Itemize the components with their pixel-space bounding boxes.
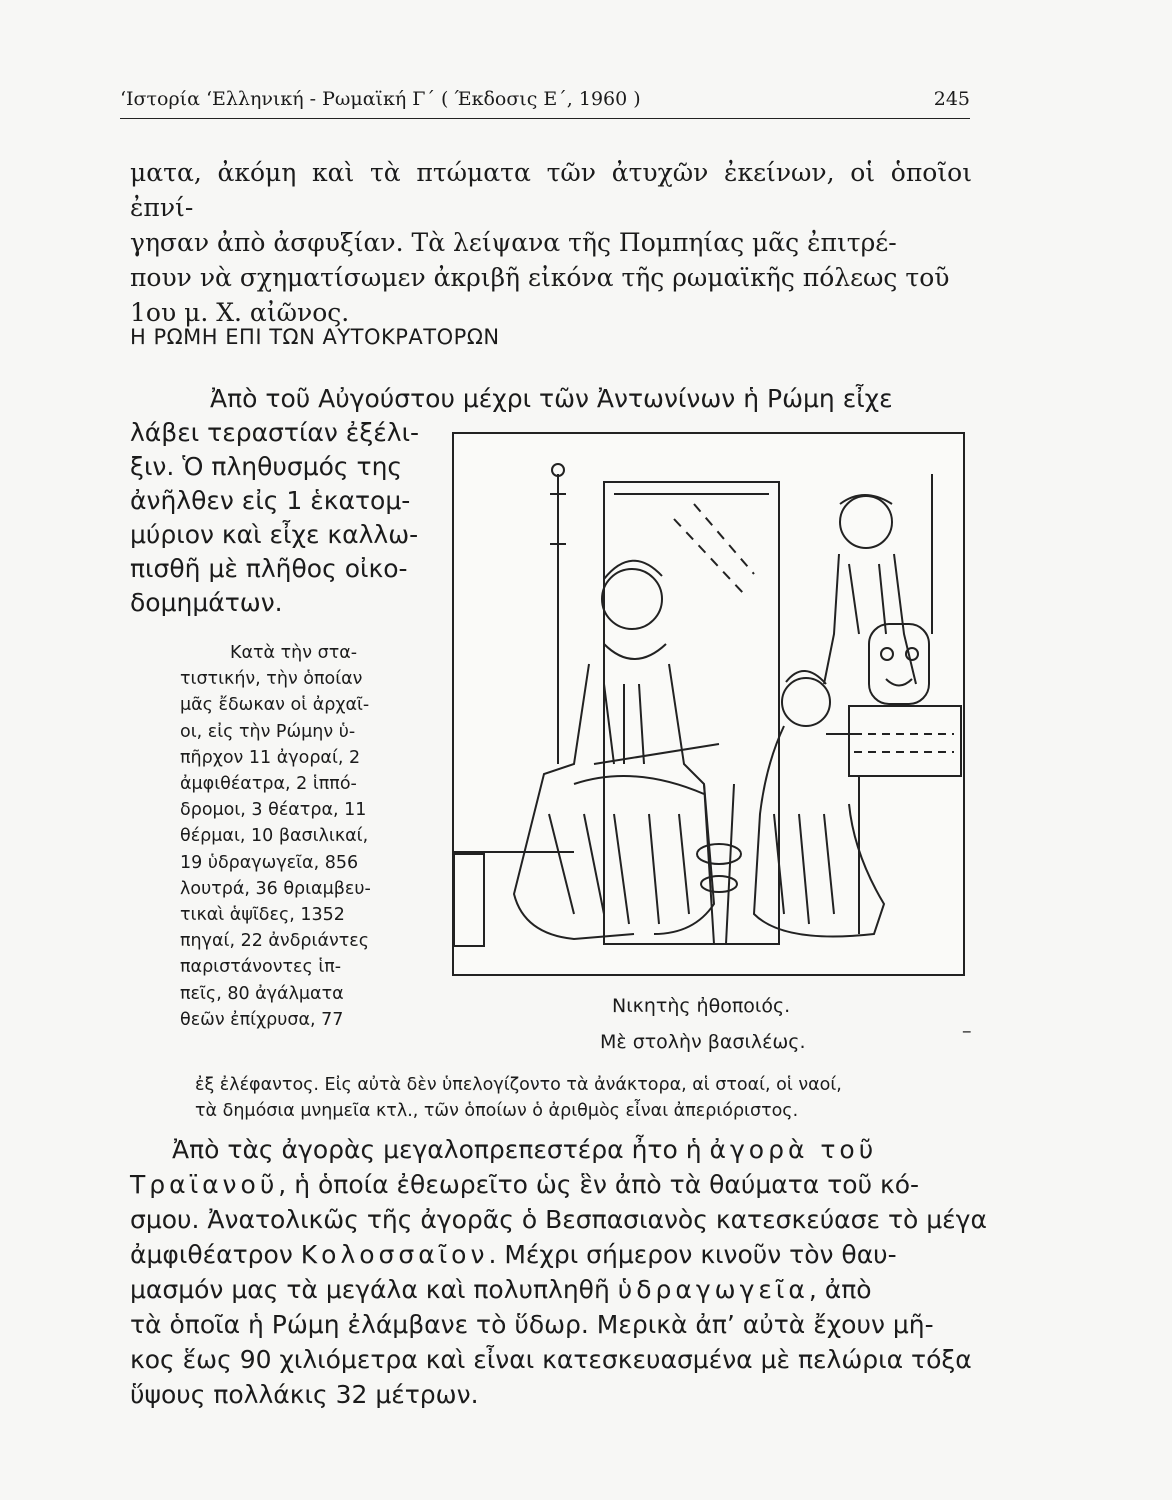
emphasis-colosseum: Κολοσσαῖον (300, 1240, 489, 1269)
text-run: μασμόν μας τὰ μεγάλα καὶ πολυπληθῆ (130, 1275, 618, 1304)
text-line: ξιν. Ὁ πληθυσμός της (130, 452, 403, 481)
emphasis-aqueducts: ὑδραγωγεῖα (617, 1275, 809, 1304)
text-line: Κατὰ τὴν στα- (230, 643, 358, 663)
statistics-paragraph-tail (195, 1072, 965, 1124)
text-line: δρομοι, 3 θέατρα, 11 (180, 800, 367, 821)
text-line (130, 1237, 982, 1272)
text-line: παριστάνοντες ἱπ- (180, 957, 342, 978)
text-line: πουν νὰ σχηματίσωμεν ἀκριβῆ εἰκόνα τῆς ρωμαϊκῆς πόλεως τοῦ (130, 263, 950, 292)
text-line: τικαὶ ἁψῖδες, 1352 (180, 905, 345, 926)
text-line: μύριον καὶ εἶχε καλλω- (130, 520, 419, 549)
text-line (172, 1132, 982, 1167)
paragraph-2 (130, 416, 440, 620)
figure-caption (600, 988, 805, 1060)
text-run: ἀμφιθέατρον (130, 1240, 301, 1269)
text-line: ἐξ ἐλέφαντος. Εἰς αὐτὰ δὲν ὑπελογίζοντο τὰ ἀνάκτορα, αἱ στοαί, οἱ ναοί, (195, 1075, 842, 1095)
text-run: , ἀπὸ (808, 1275, 872, 1304)
text-line: πεῖς, 80 ἀγάλματα (180, 983, 344, 1004)
paragraph-1 (130, 155, 972, 330)
text-line: κος ἕως 90 χιλιόμετρα καὶ εἶναι κατεσκευασμένα μὲ πελώρια τόξα (130, 1345, 972, 1374)
text-line (130, 1272, 982, 1307)
text-line: ὕψους πολλάκις 32 μέτρων. (130, 1380, 479, 1409)
header-title: ‘Ιστορία ‘Ελληνική - Ρωμαϊκή Γ΄ ( Έκδοσις Ε΄, 1960 ) (120, 88, 641, 110)
paragraph-2-first-line: Ἀπὸ τοῦ Αὐγούστου μέχρι τῶν Ἀντωνίνων ἡ Ρώμη εἶχε (210, 384, 893, 413)
text-run: Ἀπὸ τὰς ἀγορὰς μεγαλοπρεπεστέρα ἦτο ἡ (172, 1135, 710, 1164)
text-line: δομημάτων. (130, 588, 283, 617)
text-line: οι, εἰς τὴν Ρώμην ὑ- (180, 721, 356, 742)
text-line: τὰ ὁποῖα ἡ Ρώμη ἐλάμβανε τὸ ὕδωρ. Μερικὰ ἀπ’ αὐτὰ ἔχουν μῆ- (130, 1310, 934, 1339)
text-line: σμου. Ἀνατολικῶς τῆς ἀγορᾶς ὁ Βεσπασιανὸς κατεσκεύασε τὸ μέγα (130, 1205, 987, 1234)
engraving-illustration (452, 432, 965, 976)
margin-dash: – (962, 1020, 972, 1042)
text-line: τιστικήν, τὴν ὁποίαν (180, 669, 363, 690)
text-line: μᾶς ἔδωκαν οἱ ἀρχαῖ- (180, 695, 370, 716)
text-line: πισθῆ μὲ πλῆθος οἰκο- (130, 554, 408, 583)
text-line: πῆρχον 11 ἀγοραί, 2 (180, 747, 361, 768)
page-number: 245 (933, 88, 970, 110)
text-run: . Μέχρι σήμερον κινοῦν τὸν θαυ- (488, 1240, 897, 1269)
caption-line: Μὲ στολὴν βασιλέως. (600, 1031, 806, 1053)
text-line: γησαν ἀπὸ ἀσφυξίαν. Τὰ λείψανα τῆς Πομπηίας μᾶς ἐπιτρέ- (130, 228, 897, 257)
text-line: λάβει τεραστίαν ἐξέλι- (130, 418, 420, 447)
text-line: ματα, ἀκόμη καὶ τὰ πτώματα τῶν ἀτυχῶν ἐκείνων, οἱ ὁποῖοι ἐπνί- (130, 158, 972, 222)
text-line: 19 ὑδραγωγεῖα, 856 (180, 852, 359, 873)
emphasis-agora: ἀγορὰ τοῦ (709, 1135, 878, 1164)
text-line: τὰ δημόσια μνημεῖα κτλ., τῶν ὁποίων ὁ ἀριθμὸς εἶναι ἀπεριόριστος. (195, 1101, 799, 1121)
text-line (130, 1167, 982, 1202)
text-line: λουτρά, 36 θριαμβευ- (180, 878, 371, 899)
statistics-paragraph (180, 640, 420, 1033)
caption-line: Νικητὴς ἠθοποιός. (612, 995, 791, 1017)
text-line: ἀνῆλθεν εἰς 1 ἑκατομ- (130, 486, 411, 515)
emphasis-trajan: Τραϊανοῦ (130, 1170, 279, 1199)
actor-engraving-drawing (454, 434, 963, 974)
text-line: ἀμφιθέατρα, 2 ἱππό- (180, 774, 357, 795)
text-line: θεῶν ἐπίχρυσα, 77 (180, 1009, 344, 1030)
text-line: πηγαί, 22 ἀνδριάντες (180, 931, 370, 952)
text-run: , ἡ ὁποία ἐθεωρεῖτο ὡς ἓν ἀπὸ τὰ θαύματα τοῦ κό- (278, 1170, 920, 1199)
text-line: 1ου μ. Χ. αἰῶνος. (130, 298, 350, 327)
paragraph-3 (130, 1132, 987, 1412)
section-heading: Η ΡΩΜΗ ΕΠΙ ΤΩΝ ΑΥΤΟΚΡΑΤΟΡΩΝ (130, 325, 500, 349)
running-header (120, 88, 970, 119)
text-line: θέρμαι, 10 βασιλικαί, (180, 826, 369, 847)
